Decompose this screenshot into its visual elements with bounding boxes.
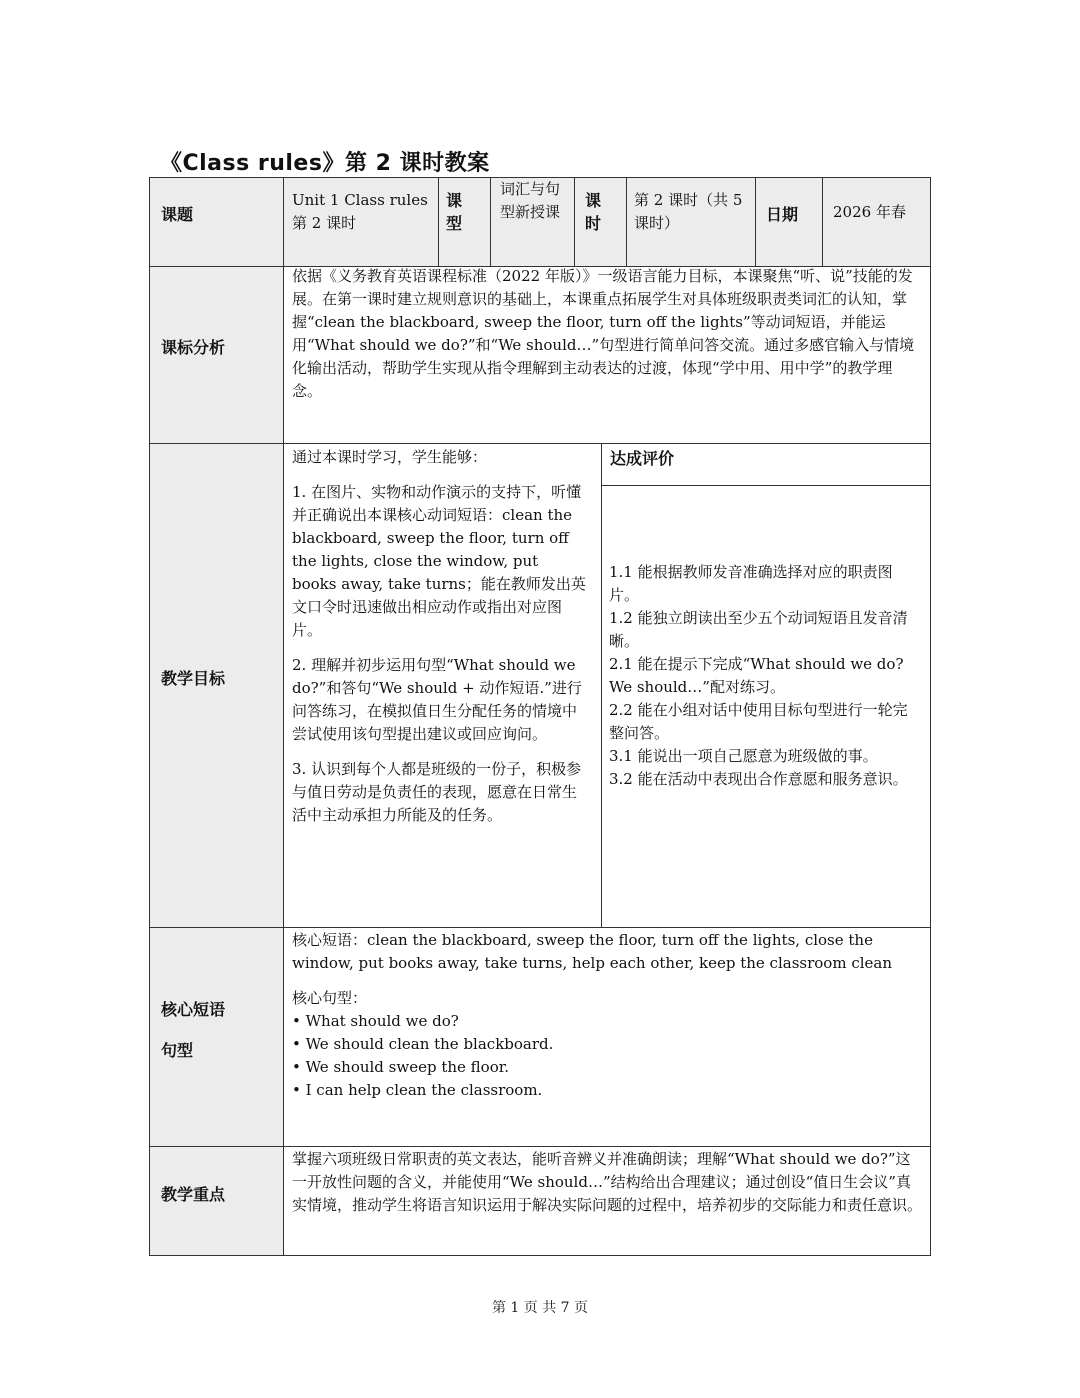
- core-sentences-label: 核心句型：: [292, 989, 368, 1007]
- core-sentence: • We should clean the blackboard.: [292, 1035, 554, 1053]
- topic-label: 课题: [161, 205, 194, 224]
- core-content: [292, 929, 924, 1102]
- evaluation-item: 2.1 能在提示下完成“What should we do? We should…”配对练习。: [609, 655, 904, 696]
- keypoints-label: 教学重点: [161, 1185, 226, 1204]
- standards-label: 课标分析: [161, 338, 226, 357]
- core-phrases: 核心短语：clean the blackboard, sweep the floor, turn off the lights, close the window, put books away, take turns, help each other, keep the classroom clean: [292, 931, 892, 972]
- date-label: 日期: [766, 205, 799, 224]
- evaluation-item: 2.2 能在小组对话中使用目标句型进行一轮完整问答。: [609, 701, 908, 742]
- evaluation-item: 3.2 能在活动中表现出合作意愿和服务意识。: [609, 770, 908, 788]
- objectives-label: 教学目标: [161, 669, 226, 688]
- period-value: 第 2 课时（共 5 课时）: [634, 191, 743, 232]
- core-sentence: • I can help clean the classroom.: [292, 1081, 543, 1099]
- page-number: 第 1 页 共 7 页: [491, 1300, 589, 1316]
- evaluation-list: [609, 561, 919, 791]
- lesson-plan-table: [149, 177, 931, 1256]
- label-column-shade: [150, 266, 284, 1255]
- core-sentence: • We should sweep the floor.: [292, 1058, 510, 1076]
- type-label: 课型: [446, 191, 463, 233]
- evaluation-item: 1.1 能根据教师发音准确选择对应的职责图片。: [609, 563, 893, 604]
- objectives-content: [292, 446, 587, 827]
- objective-item-3: 3. 认识到每个人都是班级的一份子，积极参与值日劳动是负责任的表现，愿意在日常生活中主动承担力所能及的任务。: [292, 760, 582, 824]
- date-value: 2026 年春: [833, 203, 906, 221]
- objective-item-2: 2. 理解并初步运用句型“What should we do?”和答句“We should + 动作短语.”进行问答练习，在模拟值日生分配任务的情境中尝试使用该句型提出建议或回应询问。: [292, 656, 582, 743]
- core-sentence: • What should we do?: [292, 1012, 459, 1030]
- topic-value: Unit 1 Class rules 第 2 课时: [292, 191, 428, 232]
- type-value: 词汇与句型新授课: [500, 180, 561, 221]
- standards-text: 依据《义务教育英语课程标准（2022 年版）》一级语言能力目标，本课聚焦“听、说”技能的发展。在第一课时建立规则意识的基础上，本课重点拓展学生对具体班级职责类词汇的认知，掌握“clean the blackboard, sweep the floor, turn off the lights”等动词短语，并能运用“What should we do?”和“We should…”句型进行简单问答交流。通过多感官输入与情境化输出活动，帮助学生实现从指令理解到主动表达的过渡，体现“学中用、用中学”的教学理念。: [292, 267, 915, 400]
- document-title: 《Class rules》第 2 课时教案: [160, 151, 490, 176]
- period-label: 课时: [585, 191, 602, 233]
- core-label-line2: 句型: [161, 1041, 194, 1060]
- keypoints-text: 掌握六项班级日常职责的英文表达，能听音辨义并准确朗读；理解“What should we do?”这一开放性问题的含义，并能使用“We should…”结构给出合理建议；通过创设“值日生会议”真实情境，推动学生将语言知识运用于解决实际问题的过程中，培养初步的交际能力和责任意识。: [292, 1150, 923, 1214]
- objective-item-1: 1. 在图片、实物和动作演示的支持下，听懂并正确说出本课核心动词短语：clean the blackboard, sweep the floor, turn off the lights, close the window, put books away, take turns；能在教师发出英文口令时迅速做出相应动作或指出对应图片。: [292, 483, 586, 639]
- core-label-line1: 核心短语: [161, 1000, 226, 1019]
- objectives-intro: 通过本课时学习，学生能够：: [292, 448, 488, 466]
- evaluation-label: 达成评价: [610, 449, 675, 468]
- evaluation-item: 1.2 能独立朗读出至少五个动词短语且发音清晰。: [609, 609, 908, 650]
- evaluation-item: 3.1 能说出一项自己愿意为班级做的事。: [609, 747, 878, 765]
